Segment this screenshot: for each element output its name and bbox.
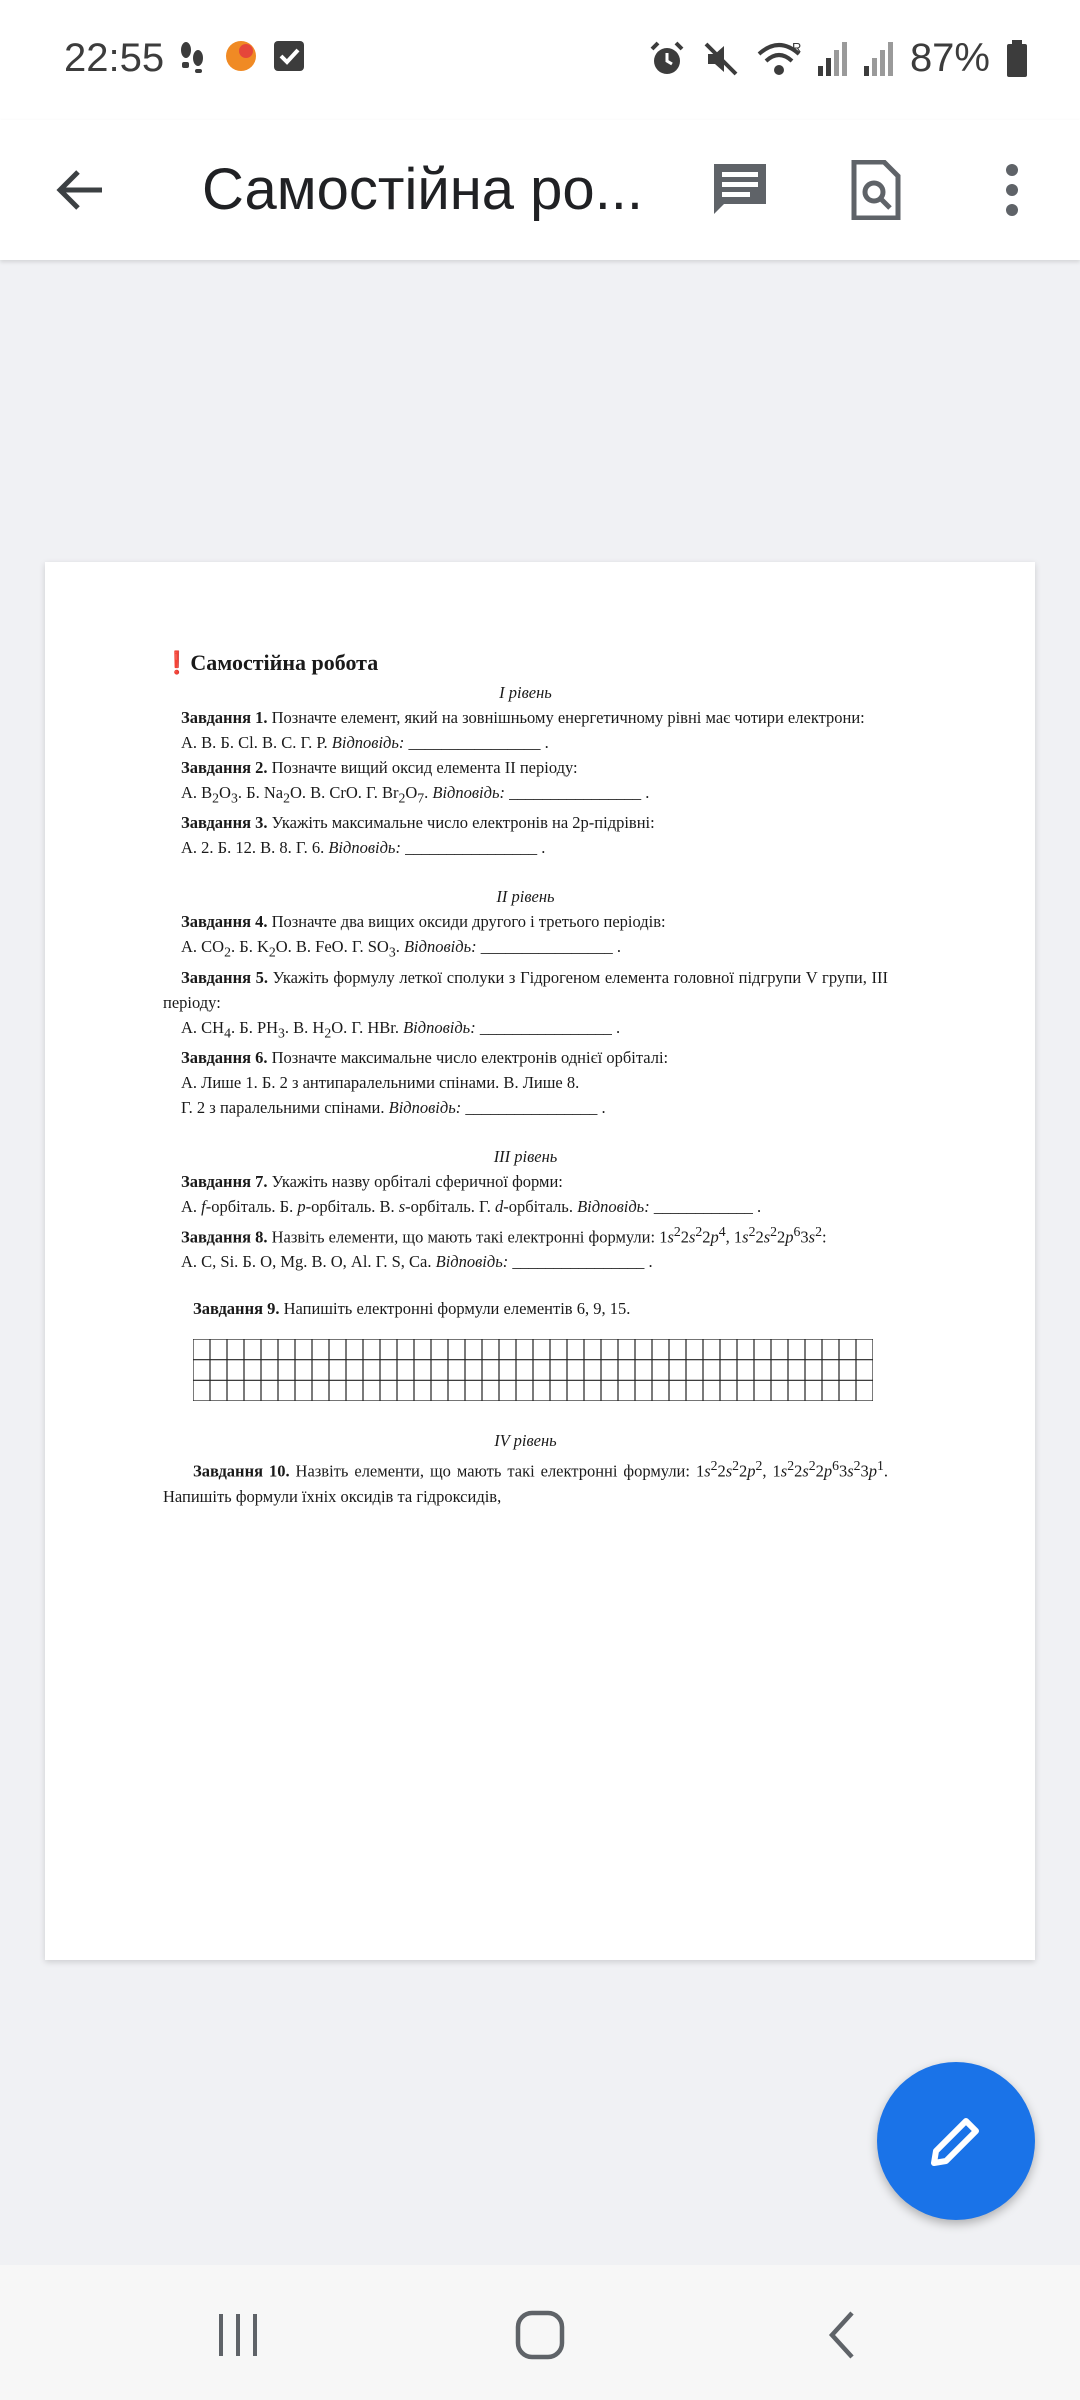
find-in-document-icon — [846, 160, 906, 220]
edit-pencil-icon — [926, 2111, 986, 2171]
document-page[interactable] — [45, 562, 1035, 1960]
doc-title: ❗Самостійна робота — [163, 650, 379, 675]
back-button[interactable] — [40, 150, 120, 230]
home-button[interactable] — [480, 2290, 600, 2380]
wifi-icon — [756, 40, 802, 78]
more-vert-icon — [1002, 160, 1022, 220]
answer-grid — [193, 1339, 873, 1401]
task-6-options: А. Лише 1. Б. 2 з антипаралельними спінами. В. Лише 8. — [181, 1072, 580, 1092]
checkbox-icon — [272, 39, 306, 73]
task-7-options: А. f-орбіталь. Б. р-орбіталь. В. s-орбіталь. Г. d-орбіталь. Відповідь: ____________ . — [181, 1196, 762, 1216]
signal-icon — [864, 40, 894, 78]
status-bar — [0, 0, 1080, 120]
task-6: Завдання 6. Позначте максимальне число електронів однієї орбіталі: — [181, 1047, 669, 1067]
task-8-options: А. С, Si. Б. О, Mg. В. О, Al. Г. S, Ca. Відповідь: ________________ . — [181, 1252, 653, 1272]
task-1-options: А. В. Б. Cl. В. С. Г. Р. Відповідь: ________________ . — [181, 733, 549, 752]
task-4-options: А. $CO_2$. Б. $K_2O$. В. FeO. Г. $SO_3$. Відповідь: ________________ . — [181, 937, 621, 960]
edit-button[interactable] — [877, 2062, 1035, 2220]
task-8: Завдання 8. Назвіть елементи, що мають такі електронні формули: $1s^22s^22p^4$, $1s^22s^22p^63s^2$: — [181, 1223, 827, 1247]
task-4: Завдання 4. Позначте два вищих оксиди другого і третього періодів: — [181, 912, 666, 932]
exclamation-mark-icon: ❗ — [163, 650, 191, 675]
home-icon — [514, 2309, 566, 2361]
task-3: Завдання 3. Укажіть максимальне число електронів на 2р-підрівні: — [181, 813, 655, 833]
task-1: Завдання 1. Позначте елемент, який на зовнішньому енергетичному рівні має чотири електрони: — [181, 708, 865, 727]
notification-dot-icon — [224, 39, 258, 73]
level-heading: ІІ рівень — [496, 887, 555, 907]
navigation-bar — [0, 2265, 1080, 2400]
recents-icon — [213, 2310, 263, 2360]
nav-back-button[interactable] — [782, 2290, 902, 2380]
task-3-options: А. 2. Б. 12. В. 8. Г. 6. Відповідь: ________________ . — [181, 838, 546, 858]
battery-percent: 87% — [909, 36, 990, 80]
signal-icon — [818, 40, 848, 78]
status-time: 22:55 — [64, 36, 165, 80]
task-6-options: Г. 2 з паралельними спінами. Відповідь: ________________ . — [181, 1097, 606, 1117]
back-arrow-icon — [52, 162, 108, 218]
document-title: Самостійна ро... — [202, 157, 644, 222]
recents-button[interactable] — [178, 2290, 298, 2380]
task-5-options: А. $CH_4$. Б. $PH_3$. В. $H_2O$. Г. HBr. Відповідь: ________________ . — [181, 1017, 621, 1040]
app-bar — [0, 120, 1080, 260]
alarm-icon — [648, 40, 686, 78]
battery-icon — [1006, 40, 1028, 78]
find-in-document-button[interactable] — [836, 150, 916, 230]
comments-icon — [710, 160, 770, 220]
level-heading: І рівень — [499, 683, 552, 702]
svg-text:R: R — [791, 39, 802, 55]
task-2-options: А. $B_2O_3$. Б. $Na_2O$. В. CrO. Г. $Br_2O_7$. Відповідь: ________________ . — [181, 783, 650, 806]
document-content — [163, 648, 888, 1509]
task-9: Завдання 9. Напишіть електронні формули елементів 6, 9, 15. — [193, 1299, 631, 1319]
level-heading: ІІІ рівень — [493, 1146, 558, 1166]
back-icon — [822, 2309, 862, 2361]
level-heading: IV рівень — [494, 1431, 557, 1451]
task-5: Завдання 5. Укажіть формулу леткої сполуки з Гідрогеном елемента головної підгрупи V групи, III періоду: — [163, 967, 889, 1012]
task-7: Завдання 7. Укажіть назву орбіталі сферичної форми: — [181, 1171, 563, 1191]
more-options-button[interactable] — [972, 150, 1052, 230]
comments-button[interactable] — [700, 150, 780, 230]
task-10: Завдання 10. Назвіть елементи, що мають такі електронні формули: $1s^22s^22p^2$, $1s^22s^22p^63s^23p^1$. Напишіть формули їхніх оксидів та гідроксидів, — [163, 1458, 889, 1506]
task-2: Завдання 2. Позначте вищий оксид елемента II періоду: — [181, 758, 578, 777]
mute-icon — [702, 40, 740, 78]
footsteps-icon — [174, 38, 210, 74]
